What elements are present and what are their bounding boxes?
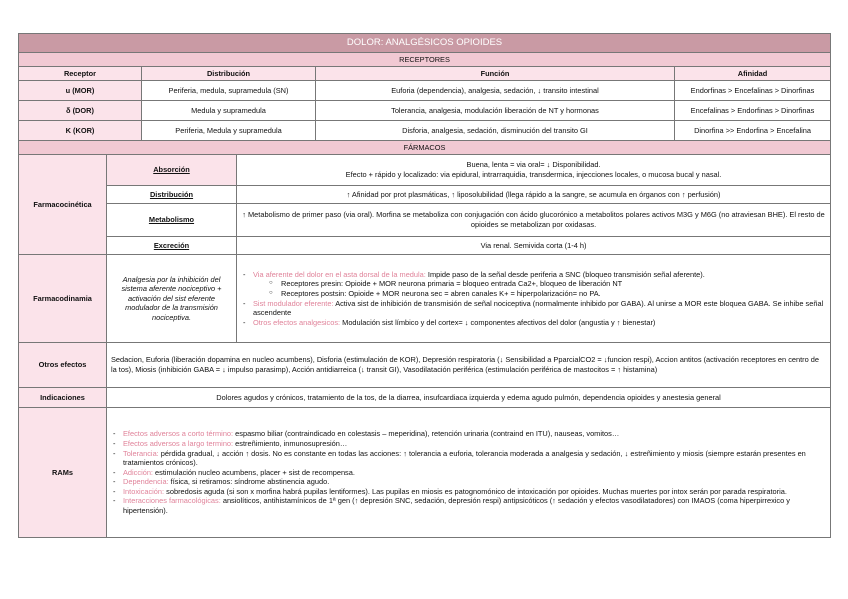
rams-row (19, 408, 831, 538)
otros-analgesicos-label: Otros efectos analgesicos: (253, 317, 341, 327)
receptor-name: K (KOR) (19, 121, 142, 141)
list-item (123, 496, 826, 515)
otros-efectos-label: Otros efectos (19, 343, 107, 388)
receptor-afinidad: Encefalinas > Endorfinas > Dinorfinas (675, 101, 831, 121)
ram-label: Interacciones farmacológicas: (123, 496, 221, 506)
farmacodinamia-content (237, 255, 831, 343)
receptor-afinidad: Dinorfina >> Endorfina > Encefalina (675, 121, 831, 141)
rams-list (111, 429, 826, 515)
receptor-name: u (MOR) (19, 81, 142, 101)
ram-text: estreñimiento, inmunosupresión… (233, 438, 348, 448)
ram-text: ansiolíticos, antihistamínicos de 1ª gen (↑ depresión SNC, sedación, depresión respi) antipsicóticos (↑ sedación y efectos vasodilatadores) con IMAOS (coma hiperpirrexico y hipertensión). (123, 496, 790, 516)
list-item (123, 429, 826, 439)
absorcion-line-1: Buena, lenta = via oral= ↓ Disponibilidad. (466, 160, 601, 170)
otros-analgesicos-text: Modulación sist límbico y del cortex= ↓ componentes afectivos del dolor (angustia y ↑ bienestar) (342, 317, 656, 327)
metabolismo-label: Metabolismo (107, 204, 237, 237)
otros-efectos-row (19, 343, 831, 388)
sist-modulador-text: Activa sist de inhibición de transmisión de señal nociceptiva (normalmente inhibido por GABA). Al unirse a MOR este bloquea GABA. Se inhibe señal ascendente (253, 298, 824, 318)
receptor-distribucion: Medula y supramedula (142, 101, 316, 121)
excrecion-label: Excreción (107, 237, 237, 255)
ram-label: Efectos adversos a corto término: (123, 429, 234, 439)
receptor-funcion: Tolerancia, analgesia, modulación liberación de NT y hormonas (316, 101, 675, 121)
otros-efectos-text: Sedacion, Euforia (liberación dopamina en nucleo acumbens), Disforia (estimulación de KOR), Depresión respiratoria (↓ Sensibilidad a PparcialCO2 = ↓funcion respi), Accion antitos (activación receptores en centro de la tos), Miosis (inhibición GABA = ↓ impulso parasimp), Acción antidiarreica (↓ transit GI), Vasodilatación periférica (estimulación periférica de mastocitos = ↑ histamina) (107, 343, 831, 388)
sist-modulador-label: Sist modulador eferente: (253, 298, 334, 308)
ram-label: Intoxicación: (123, 486, 165, 496)
receptor-distribucion: Periferia, medula, supramedula (SN) (142, 81, 316, 101)
ram-text: estimulación nucleo acumbens, placer + sist de recompensa. (153, 467, 355, 477)
opioid-summary-table (18, 33, 831, 538)
ram-text: física, si retiramos: síndrome abstinencia agudo. (168, 477, 330, 487)
list-item (123, 477, 826, 487)
indicaciones-label: Indicaciones (19, 388, 107, 408)
farmacodinamia-desc: Analgesia por la inhibición del sistema aferente nociceptivo + activación del sist eferente modulador de la transmisión nociceptiva. (107, 255, 237, 343)
farmacodinamia-row (19, 255, 831, 343)
rams-content (107, 408, 831, 538)
excrecion-row (19, 237, 831, 255)
receptor-funcion: Disforia, analgesia, sedación, disminución del transito GI (316, 121, 675, 141)
ram-label: Dependencia: (123, 477, 169, 487)
receptores-band: RECEPTORES (19, 53, 831, 67)
list-item (123, 468, 826, 478)
list-item (123, 487, 826, 497)
receptor-row-mor (19, 81, 831, 101)
sist-modulador-item (253, 299, 826, 318)
ram-text: pérdida gradual, ↓ acción ↑ dosis. No es constante en todas las acciones: ↑ tolerancia a euforia, tolerancia moderada a analgesia y sedación, ↓ estreñimiento y miosis (siempre estarán presentes en tratamientos crónicos). (123, 448, 806, 468)
header-funcion: Función (316, 67, 675, 81)
list-item (123, 449, 826, 468)
absorcion-row (19, 155, 831, 186)
receptores-postsin: ○ Receptores postsin: Opioide + MOR neurona sec = abren canales K+ = hiperpolarización= no PA. (281, 289, 826, 299)
receptor-name: δ (DOR) (19, 101, 142, 121)
receptor-distribucion: Periferia, Medula y supramedula (142, 121, 316, 141)
absorcion-label: Absorción (107, 155, 237, 186)
receptor-row-kor (19, 121, 831, 141)
ram-label: Efectos adversos a largo termino: (123, 438, 234, 448)
metabolismo-row (19, 204, 831, 237)
distribucion-label: Distribución (107, 186, 237, 204)
indicaciones-text: Dolores agudos y crónicos, tratamiento de la tos, de la diarrea, insufcardiaca izquierda y edema agudo pulmón, dependencia opioides y anestesia general (107, 388, 831, 408)
absorcion-line-2: Efecto + rápido y localizado: via epidural, intrarraquidia, transdermica, injecciones locales, o mucosa bucal y nasal. (345, 170, 722, 179)
via-aferente-text: Impide paso de la señal desde periferia a SNC (bloqueo transmisión señal aferente). (427, 269, 705, 279)
list-item (123, 439, 826, 449)
header-afinidad: Afinidad (675, 67, 831, 81)
header-distribucion: Distribución (142, 67, 316, 81)
ram-label: Adicción: (123, 467, 153, 477)
ram-label: Tolerancia: (123, 448, 159, 458)
document-title: DOLOR: ANALGÉSICOS OPIOIDES (19, 34, 831, 53)
indicaciones-row (19, 388, 831, 408)
rams-label: RAMs (19, 408, 107, 538)
receptores-presin: ○ Receptores presin: Opioide + MOR neurona primaria = bloqueo entrada Ca2+, bloqueo de liberación NT (281, 279, 826, 289)
otros-analgesicos-item (253, 318, 826, 328)
opioid-summary-document (18, 33, 830, 538)
excrecion-text: Via renal. Semivida corta (1-4 h) (237, 237, 831, 255)
receptor-row-dor (19, 101, 831, 121)
absorcion-text (237, 155, 831, 186)
distribucion-text: ↑ Afinidad por prot plasmáticas, ↑ liposolubilidad (llega rápido a la sangre, se acumula en órganos con ↑ perfusión) (237, 186, 831, 204)
farmacodinamia-label: Farmacodinamia (19, 255, 107, 343)
farmacocinetica-label: Farmacocinética (19, 155, 107, 255)
ram-text: espasmo biliar (contraindicado en colestasis – meperidina), retención urinaria (contraind en ITU), nauseas, vomitos… (233, 429, 620, 439)
via-aferente-label: Via aferente del dolor en el asta dorsal de la medula: (253, 269, 426, 279)
header-receptor: Receptor (19, 67, 142, 81)
receptor-afinidad: Endorfinas > Encefalinas > Dinorfinas (675, 81, 831, 101)
receptor-funcion: Euforia (dependencia), analgesia, sedación, ↓ transito intestinal (316, 81, 675, 101)
metabolismo-text: ↑ Metabolismo de primer paso (via oral). Morfina se metaboliza con conjugación con ácido glucorónico a metabolitos polares activos M3G y M6G (no atraviesan BHE). El resto de opioides se metabolizan por oxidasas. (237, 204, 831, 237)
distribucion-row (19, 186, 831, 204)
farmacos-band: FÁRMACOS (19, 141, 831, 155)
via-aferente-item (253, 270, 826, 299)
ram-text: sobredosis aguda (si son x morfina habrá pupilas lentiformes). Las pupilas en miosis es patognomónico de intoxicación por opioides. Muchas muertes por intox serán por parada respiratoria. (164, 486, 787, 496)
